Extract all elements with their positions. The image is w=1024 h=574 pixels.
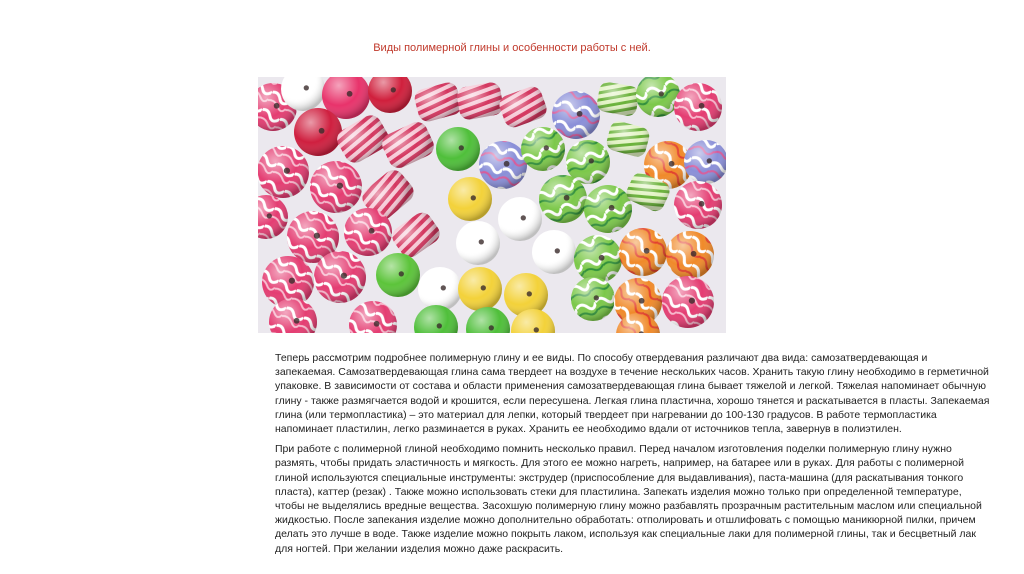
round-bead — [258, 146, 309, 198]
round-bead — [674, 83, 722, 131]
round-bead — [674, 181, 722, 229]
round-bead — [552, 91, 600, 139]
round-bead — [571, 277, 615, 321]
slide-title: Виды полимерной глины и особенности работы с ней. — [373, 42, 651, 54]
round-bead — [619, 228, 667, 276]
polymer-clay-beads-photo — [258, 77, 726, 333]
round-bead — [344, 208, 392, 256]
round-bead — [418, 267, 462, 311]
body-text — [275, 351, 990, 562]
round-bead — [436, 127, 480, 171]
round-bead — [498, 197, 542, 241]
round-bead — [666, 231, 714, 279]
paragraph-rules: При работе с полимерной глиной необходимо помнить несколько правил. Перед началом изготовления поделки полимерную глину нужно размять, чтобы придать эластичность и мягкость. Для этого ее можно нагреть, например, на батарее или в руках. Для работы с полимерной глиной используются специальные инструменты: экструдер (приспособление для выдавливания), паста-машина (для раскатывания тонкого пласта), каттер (резак) . Также можно использовать стеки для пластилина. Запекать изделия можно только при определенной температуре, чтобы не выделялись вредные вещества. Засохшую полимерную глину можно разбавлять прозрачным растительным маслом или специальной жидкостью. После запекания изделие можно дополнительно обработать: отполировать и отшлифовать с помощью маникюрной пилки, причем делать это лучше в воде. Также изделие можно покрыть лаком, используя как специальные лаки для полимерной глины, так и бесцветный лак для ногтей. При желании изделия можно даже раскрасить. — [275, 443, 982, 555]
round-bead — [532, 230, 576, 274]
round-bead — [376, 253, 420, 297]
round-bead — [684, 140, 726, 184]
round-bead — [584, 185, 632, 233]
round-bead — [294, 108, 342, 156]
round-bead — [479, 141, 527, 189]
paragraph-types: Теперь рассмотрим подробнее полимерную глину и ее виды. По способу отвердевания различают два вида: самозатвердевающая и запекаемая. Самозатвердевающая глина сама твердеет на воздухе в течение нескольких часов. Хранить такую глину необходимо в герметичной упаковке. В зависимости от состава и области применения самозатвердевающая глина бывает тяжелой и легкой. Тяжелая напоминает обычную глину - также размягчается водой и крошится, если пересушена. Легкая глина пластична, хорошо тянется и раскатывается в пласты. Запекаемая глина (или термопластика) – это материал для лепки, который твердеет при нагревании до 100-130 градусов. В работе термопластика напоминает пластилин, легко разминается в руках. Хранить ее необходимо вдали от источников тепла, завернув в полиэтилен. — [275, 352, 990, 436]
round-bead — [574, 235, 622, 283]
round-bead — [456, 221, 500, 265]
round-bead — [310, 161, 362, 213]
round-bead — [539, 175, 587, 223]
round-bead — [448, 177, 492, 221]
round-bead — [458, 267, 502, 311]
round-bead — [521, 127, 565, 171]
round-bead — [314, 251, 366, 303]
round-bead — [662, 276, 714, 328]
